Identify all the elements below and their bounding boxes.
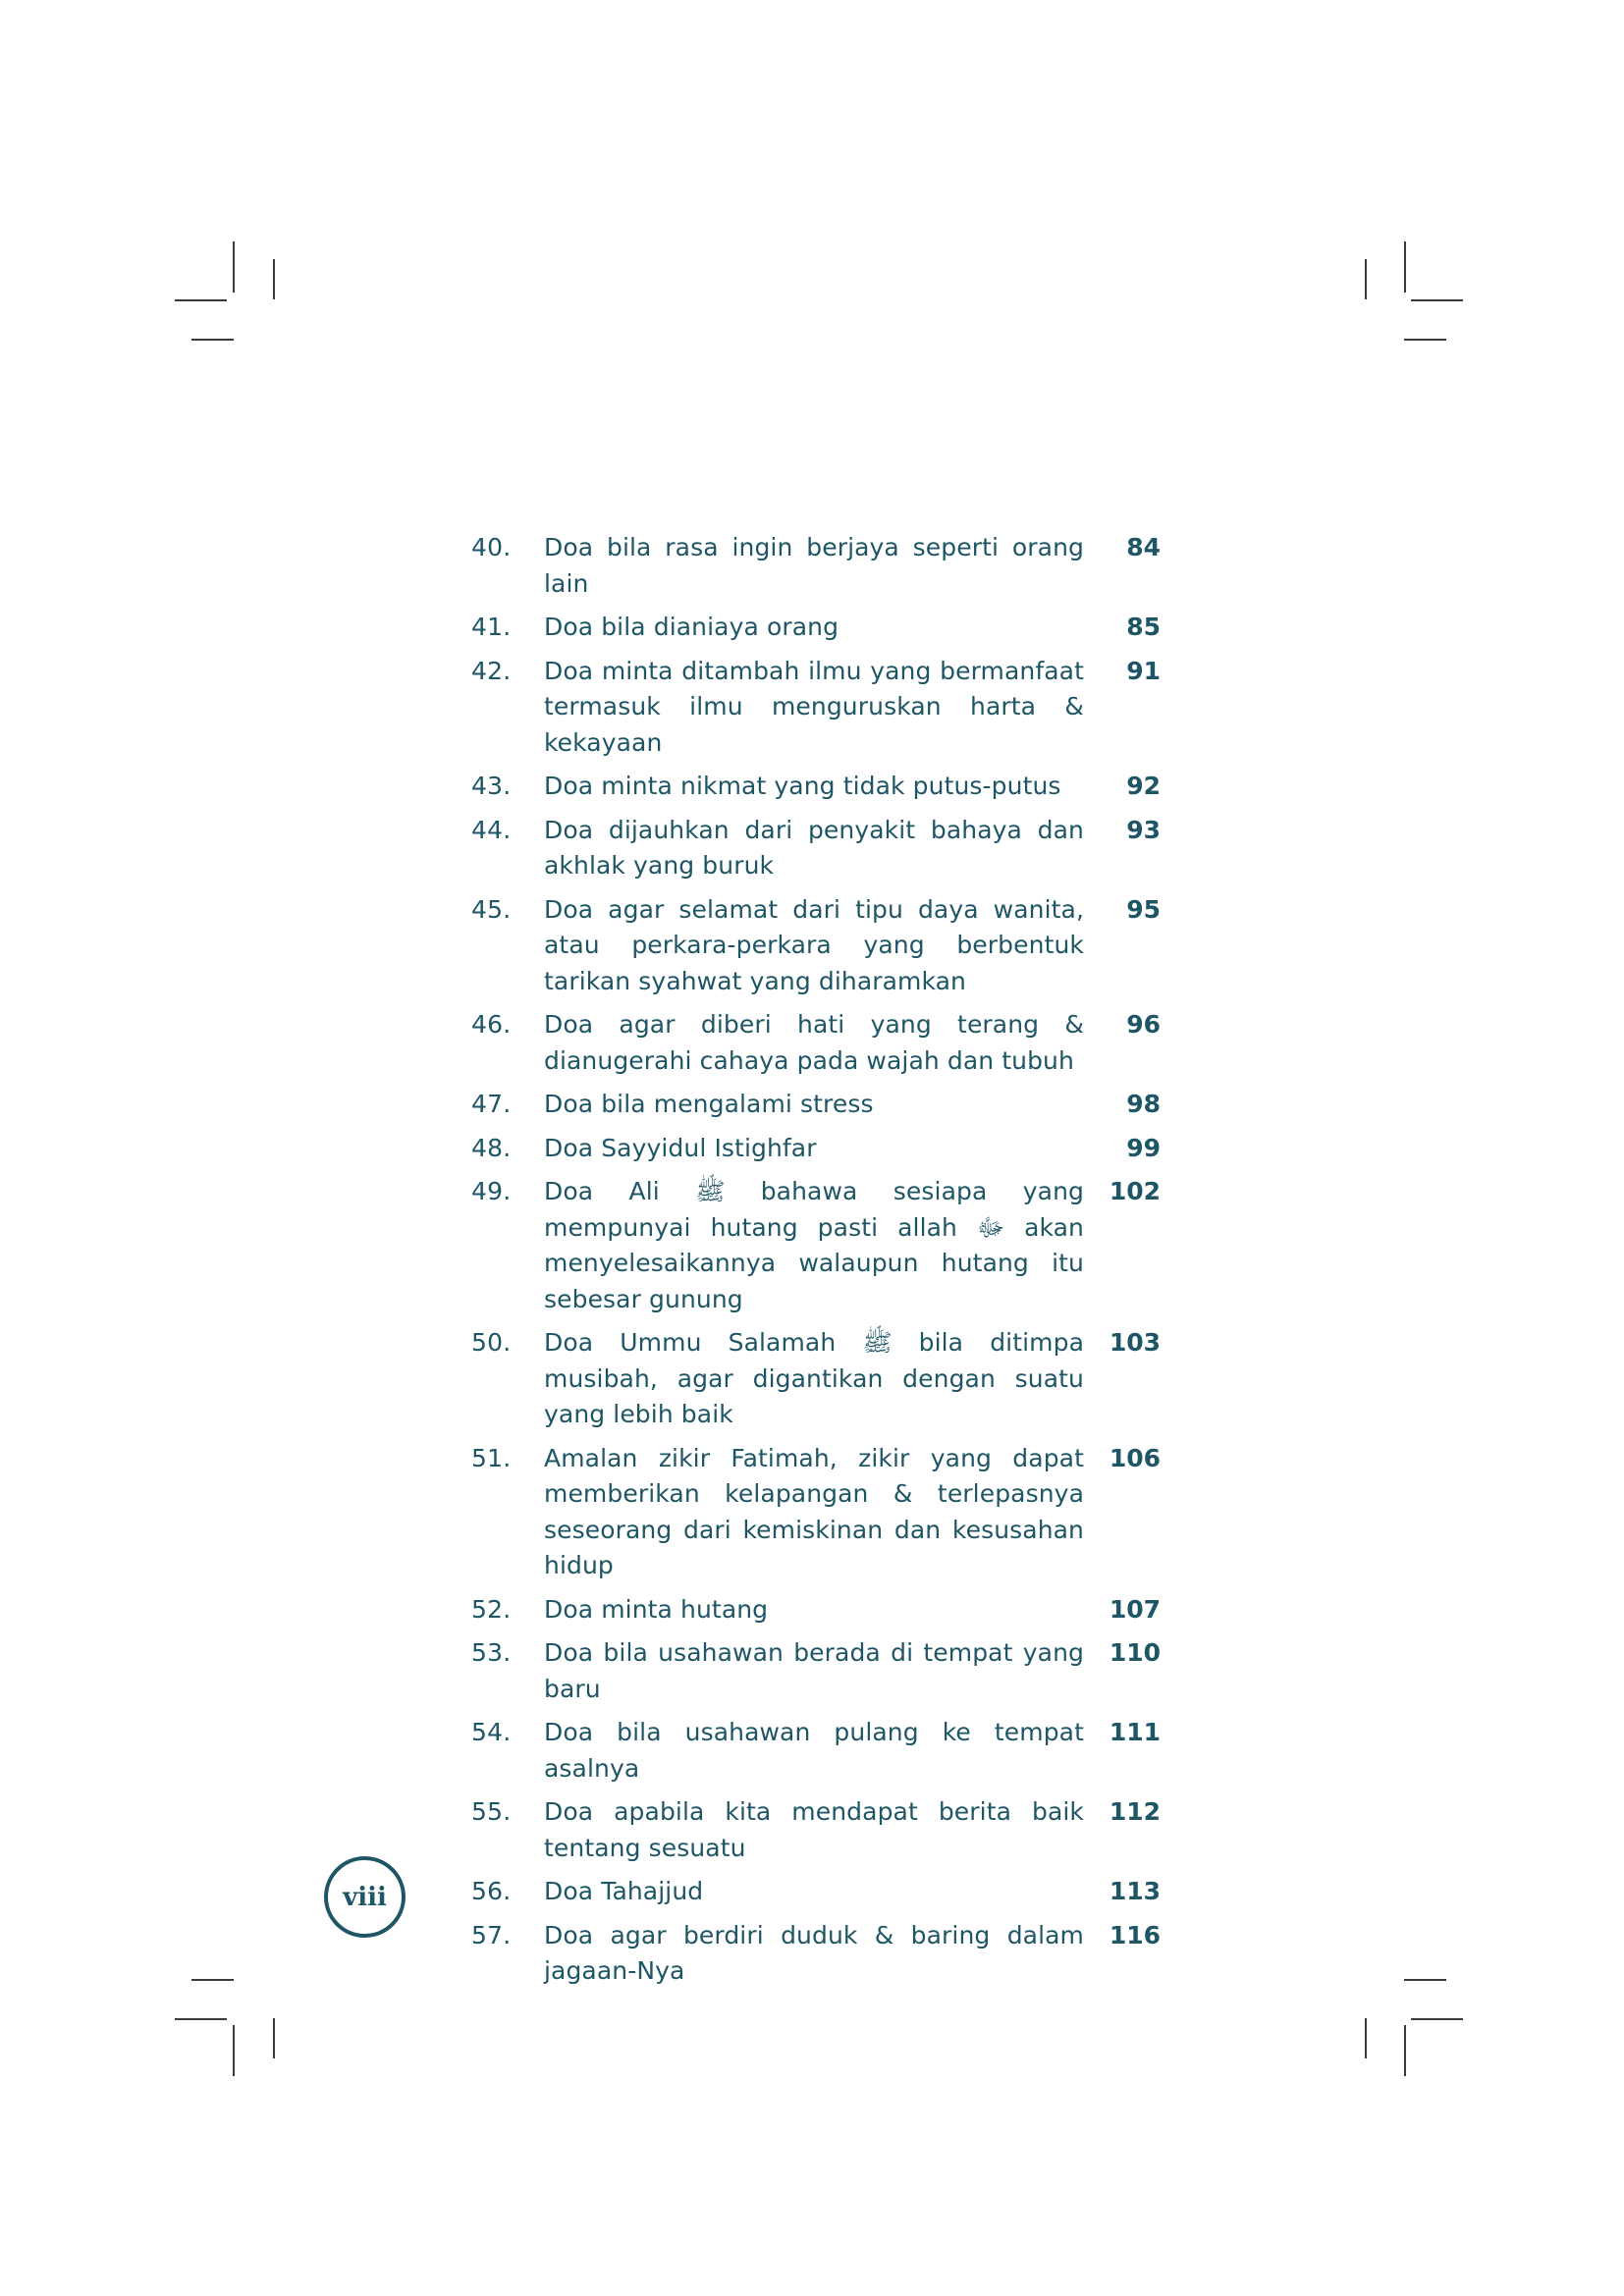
toc-entry-page: 84 xyxy=(1126,533,1161,561)
toc-entry[interactable] xyxy=(471,1794,1161,1866)
toc-entry-page: 107 xyxy=(1109,1594,1161,1624)
toc-entry-page: 98 xyxy=(1126,1090,1161,1118)
toc-entry-number: 57. xyxy=(471,1920,512,1949)
toc-entry-title: Doa bila usahawan pulang ke tempat asalnya xyxy=(544,1718,1084,1783)
page-number: viii xyxy=(343,1882,387,1912)
crop-mark-top-left-v2 xyxy=(273,259,275,299)
toc-entry[interactable] xyxy=(471,1874,1161,1910)
toc-entry-title: Doa bila rasa ingin berjaya seperti orang lain xyxy=(544,533,1084,598)
toc-entry-title: Doa Tahajjud xyxy=(544,1877,704,1905)
toc-entry-title: Doa bila mengalami stress xyxy=(544,1090,874,1118)
toc-entry-number: 44. xyxy=(471,815,512,844)
toc-entry-page: 91 xyxy=(1126,656,1161,685)
toc-entry-page: 103 xyxy=(1109,1328,1161,1357)
toc-entry-number: 47. xyxy=(471,1090,512,1118)
toc-entry[interactable] xyxy=(471,1325,1161,1433)
toc-entry-title: Doa agar diberi hati yang terang & dianugerahi cahaya pada wajah dan tubuh xyxy=(544,1010,1084,1075)
table-of-contents xyxy=(471,530,1161,1998)
toc-entry-number: 53. xyxy=(471,1638,512,1667)
crop-mark-bottom-left-h2 xyxy=(175,2018,227,2020)
toc-entry-title: Doa apabila kita mendapat berita baik tentang sesuatu xyxy=(544,1797,1084,1862)
toc-entry-page: 111 xyxy=(1109,1718,1161,1746)
toc-entry-number: 52. xyxy=(471,1594,512,1624)
crop-mark-bottom-right-h1 xyxy=(1404,1979,1446,1981)
toc-entry-page: 92 xyxy=(1126,772,1161,800)
toc-entry-number: 48. xyxy=(471,1133,512,1162)
crop-mark-top-left-v1 xyxy=(233,241,235,293)
toc-entry-title: Doa Ali ﷺ bahawa sesiapa yang mempunyai hutang pasti allah ﷻ akan menyelesaikannya walaupun hutang itu sebesar gunung xyxy=(544,1177,1084,1313)
toc-entry-number: 40. xyxy=(471,533,512,561)
toc-entry[interactable] xyxy=(471,1087,1161,1123)
crop-mark-top-right-h1 xyxy=(1411,299,1463,301)
toc-entry-title: Doa dijauhkan dari penyakit bahaya dan akhlak yang buruk xyxy=(544,815,1084,880)
crop-mark-top-right-v1 xyxy=(1404,241,1406,293)
toc-entry-page: 96 xyxy=(1126,1010,1161,1039)
toc-entry-number: 56. xyxy=(471,1877,512,1905)
toc-entry-number: 49. xyxy=(471,1177,512,1205)
crop-mark-bottom-right-h2 xyxy=(1411,2018,1463,2020)
toc-entry-page: 102 xyxy=(1109,1177,1161,1205)
toc-entry-title: Doa agar berdiri duduk & baring dalam jagaan-Nya xyxy=(544,1920,1084,1985)
crop-mark-top-right-v2 xyxy=(1365,259,1367,299)
toc-entry-page: 116 xyxy=(1109,1920,1161,1949)
toc-entry-page: 95 xyxy=(1126,894,1161,924)
toc-entry-page: 113 xyxy=(1109,1877,1161,1905)
toc-entry[interactable] xyxy=(471,1715,1161,1787)
crop-mark-bottom-left-h1 xyxy=(191,1979,234,1981)
crop-mark-top-left-h1 xyxy=(175,299,227,301)
toc-entry-number: 51. xyxy=(471,1443,512,1472)
toc-entry-number: 42. xyxy=(471,656,512,685)
toc-entry-page: 93 xyxy=(1126,815,1161,844)
toc-entry[interactable] xyxy=(471,530,1161,602)
toc-entry[interactable] xyxy=(471,1592,1161,1629)
toc-entry-number: 41. xyxy=(471,613,512,641)
toc-entry-page: 85 xyxy=(1126,613,1161,641)
toc-entry-page: 106 xyxy=(1109,1443,1161,1472)
toc-entry[interactable] xyxy=(471,813,1161,884)
crop-mark-bottom-right-v1 xyxy=(1404,2025,1406,2076)
toc-entry-title: Doa bila dianiaya orang xyxy=(544,613,839,641)
toc-entry[interactable] xyxy=(471,1174,1161,1317)
toc-entry-title: Doa minta hutang xyxy=(544,1594,769,1624)
crop-mark-bottom-left-v2 xyxy=(273,2018,275,2058)
toc-entry-page: 112 xyxy=(1109,1797,1161,1826)
toc-entry[interactable] xyxy=(471,1441,1161,1584)
crop-mark-bottom-right-v2 xyxy=(1365,2018,1367,2058)
toc-entry-title: Doa bila usahawan berada di tempat yang baru xyxy=(544,1638,1084,1703)
toc-entry[interactable] xyxy=(471,1007,1161,1079)
toc-entry-number: 46. xyxy=(471,1010,512,1039)
toc-entry-number: 54. xyxy=(471,1718,512,1746)
toc-entry[interactable] xyxy=(471,654,1161,762)
page-number-badge xyxy=(324,1856,406,1938)
toc-entry-page: 99 xyxy=(1126,1133,1161,1162)
crop-mark-top-left-h2 xyxy=(191,339,234,341)
toc-entry-number: 55. xyxy=(471,1797,512,1826)
toc-entry[interactable] xyxy=(471,1918,1161,1990)
toc-entry-title: Doa agar selamat dari tipu daya wanita, atau perkara-perkara yang berbentuk tarikan syahwat yang diharamkan xyxy=(544,894,1084,995)
toc-entry[interactable] xyxy=(471,892,1161,1000)
toc-entry-number: 43. xyxy=(471,772,512,800)
toc-entry-title: Amalan zikir Fatimah, zikir yang dapat memberikan kelapangan & terlepasnya seseorang dari kemiskinan dan kesusahan hidup xyxy=(544,1443,1084,1579)
crop-mark-bottom-left-v1 xyxy=(233,2025,235,2076)
toc-entry-title: Doa minta ditambah ilmu yang bermanfaat termasuk ilmu menguruskan harta & kekayaan xyxy=(544,656,1084,757)
crop-mark-top-right-h2 xyxy=(1404,339,1446,341)
toc-entry-page: 110 xyxy=(1109,1638,1161,1667)
toc-entry-number: 50. xyxy=(471,1328,512,1357)
toc-entry-title: Doa Ummu Salamah ﷺ bila ditimpa musibah, agar digantikan dengan suatu yang lebih baik xyxy=(544,1328,1085,1428)
toc-entry-title: Doa Sayyidul Istighfar xyxy=(544,1133,817,1162)
toc-entry[interactable] xyxy=(471,769,1161,805)
toc-entry-number: 45. xyxy=(471,894,512,924)
toc-entry[interactable] xyxy=(471,610,1161,646)
toc-entry[interactable] xyxy=(471,1635,1161,1707)
toc-entry[interactable] xyxy=(471,1131,1161,1167)
toc-entry-title: Doa minta nikmat yang tidak putus-putus xyxy=(544,772,1061,800)
